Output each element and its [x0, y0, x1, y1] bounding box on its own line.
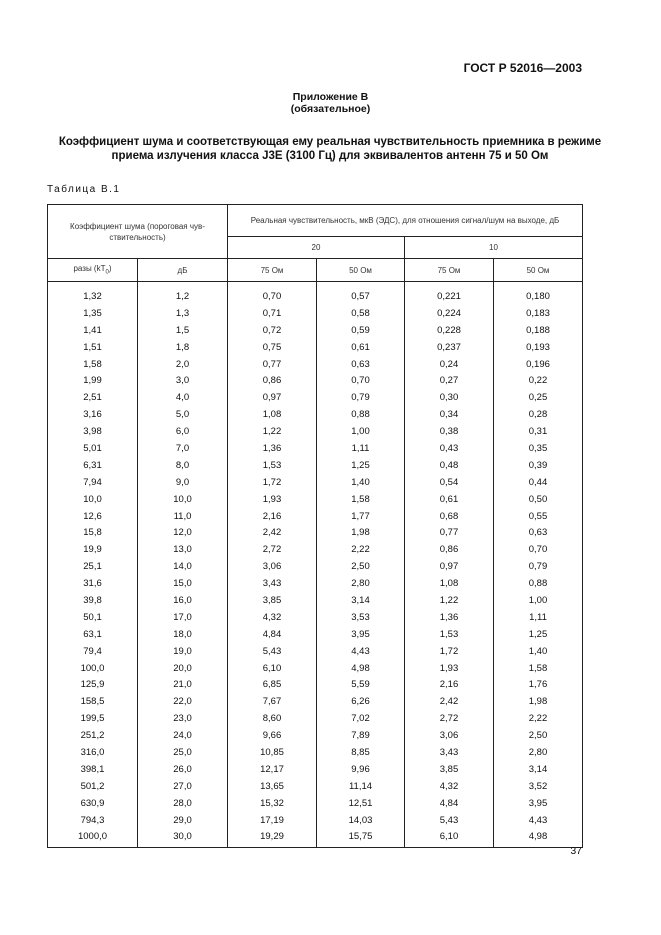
cell-times: 501,2	[48, 778, 138, 795]
cell-75-ohm-snr10: 0,30	[405, 389, 494, 406]
cell-db: 19,0	[138, 643, 228, 660]
header-snr-10: 10	[405, 236, 583, 258]
cell-75-ohm-snr10: 0,77	[405, 524, 494, 541]
cell-75-ohm-snr20: 3,85	[228, 592, 317, 609]
cell-50-ohm-snr10: 1,25	[494, 626, 583, 643]
cell-75-ohm-snr10: 1,08	[405, 575, 494, 592]
cell-db: 16,0	[138, 592, 228, 609]
cell-50-ohm-snr20: 0,70	[317, 372, 405, 389]
table-row	[48, 440, 583, 457]
cell-times: 158,5	[48, 693, 138, 710]
appendix-title: Приложение В	[292, 91, 369, 103]
cell-times: 19,9	[48, 541, 138, 558]
cell-75-ohm-snr10: 0,221	[405, 282, 494, 305]
cell-75-ohm-snr10: 2,72	[405, 710, 494, 727]
cell-times: 1,58	[48, 356, 138, 373]
cell-50-ohm-snr20: 0,58	[317, 305, 405, 322]
cell-75-ohm-snr20: 15,32	[228, 795, 317, 812]
cell-75-ohm-snr20: 0,70	[228, 282, 317, 305]
cell-50-ohm-snr20: 3,53	[317, 609, 405, 626]
cell-75-ohm-snr20: 2,42	[228, 524, 317, 541]
cell-db: 14,0	[138, 558, 228, 575]
cell-50-ohm-snr10: 3,14	[494, 761, 583, 778]
cell-times: 630,9	[48, 795, 138, 812]
cell-50-ohm-snr20: 7,89	[317, 727, 405, 744]
table-row	[48, 389, 583, 406]
cell-50-ohm-snr20: 15,75	[317, 829, 405, 848]
header-75-ohm-snr20: 75 Ом	[228, 259, 317, 282]
cell-75-ohm-snr10: 0,27	[405, 372, 494, 389]
cell-75-ohm-snr10: 4,32	[405, 778, 494, 795]
table-row	[48, 710, 583, 727]
cell-75-ohm-snr20: 2,72	[228, 541, 317, 558]
cell-times: 199,5	[48, 710, 138, 727]
table-row	[48, 541, 583, 558]
cell-75-ohm-snr10: 0,224	[405, 305, 494, 322]
cell-75-ohm-snr20: 0,77	[228, 356, 317, 373]
cell-75-ohm-snr20: 0,86	[228, 372, 317, 389]
table-row	[48, 829, 583, 848]
cell-times: 1,51	[48, 339, 138, 356]
cell-75-ohm-snr20: 1,36	[228, 440, 317, 457]
table-row	[48, 406, 583, 423]
cell-50-ohm-snr20: 2,22	[317, 541, 405, 558]
table-caption: Таблица В.1	[47, 184, 121, 195]
table-row	[48, 795, 583, 812]
cell-75-ohm-snr10: 0,24	[405, 356, 494, 373]
cell-db: 18,0	[138, 626, 228, 643]
table-row	[48, 282, 583, 305]
cell-75-ohm-snr20: 1,93	[228, 491, 317, 508]
table-row	[48, 812, 583, 829]
cell-times: 794,3	[48, 812, 138, 829]
cell-75-ohm-snr10: 2,16	[405, 676, 494, 693]
cell-db: 4,0	[138, 389, 228, 406]
cell-75-ohm-snr20: 5,43	[228, 643, 317, 660]
cell-75-ohm-snr10: 0,48	[405, 457, 494, 474]
heading-line-1: Коэффициент шума и соответствующая ему реальная чувствительность приемника в режиме	[58, 136, 602, 148]
appendix-status: (обязательное)	[290, 103, 371, 115]
table-row	[48, 457, 583, 474]
cell-75-ohm-snr20: 4,84	[228, 626, 317, 643]
cell-50-ohm-snr20: 1,40	[317, 474, 405, 491]
cell-50-ohm-snr10: 1,00	[494, 592, 583, 609]
cell-75-ohm-snr10: 0,61	[405, 491, 494, 508]
cell-75-ohm-snr20: 1,22	[228, 423, 317, 440]
cell-db: 29,0	[138, 812, 228, 829]
cell-75-ohm-snr10: 1,72	[405, 643, 494, 660]
cell-50-ohm-snr10: 0,25	[494, 389, 583, 406]
cell-50-ohm-snr10: 2,80	[494, 744, 583, 761]
cell-75-ohm-snr10: 3,06	[405, 727, 494, 744]
table-body	[48, 282, 583, 848]
cell-50-ohm-snr10: 0,188	[494, 322, 583, 339]
cell-50-ohm-snr20: 3,14	[317, 592, 405, 609]
cell-75-ohm-snr20: 4,32	[228, 609, 317, 626]
cell-75-ohm-snr10: 1,53	[405, 626, 494, 643]
cell-db: 7,0	[138, 440, 228, 457]
header-db: дБ	[138, 259, 228, 282]
cell-50-ohm-snr10: 1,58	[494, 660, 583, 677]
cell-50-ohm-snr10: 1,98	[494, 693, 583, 710]
page-number: 37	[570, 845, 582, 857]
cell-db: 24,0	[138, 727, 228, 744]
cell-db: 3,0	[138, 372, 228, 389]
table-row	[48, 474, 583, 491]
table-row	[48, 676, 583, 693]
cell-times: 12,6	[48, 508, 138, 525]
header-50-ohm-snr10: 50 Ом	[494, 259, 583, 282]
cell-db: 22,0	[138, 693, 228, 710]
cell-db: 2,0	[138, 356, 228, 373]
table-row	[48, 643, 583, 660]
table-row	[48, 423, 583, 440]
cell-50-ohm-snr20: 11,14	[317, 778, 405, 795]
cell-times: 2,51	[48, 389, 138, 406]
cell-db: 28,0	[138, 795, 228, 812]
cell-50-ohm-snr10: 0,22	[494, 372, 583, 389]
cell-50-ohm-snr20: 1,77	[317, 508, 405, 525]
cell-times: 25,1	[48, 558, 138, 575]
cell-75-ohm-snr20: 3,43	[228, 575, 317, 592]
cell-75-ohm-snr10: 0,38	[405, 423, 494, 440]
cell-times: 1,41	[48, 322, 138, 339]
cell-75-ohm-snr20: 0,71	[228, 305, 317, 322]
cell-db: 13,0	[138, 541, 228, 558]
cell-75-ohm-snr10: 0,43	[405, 440, 494, 457]
cell-50-ohm-snr10: 1,11	[494, 609, 583, 626]
table-row	[48, 626, 583, 643]
cell-50-ohm-snr20: 0,57	[317, 282, 405, 305]
cell-times: 39,8	[48, 592, 138, 609]
cell-db: 1,3	[138, 305, 228, 322]
cell-times: 50,1	[48, 609, 138, 626]
document-code: ГОСТ Р 52016—2003	[463, 61, 582, 75]
cell-75-ohm-snr20: 3,06	[228, 558, 317, 575]
cell-db: 21,0	[138, 676, 228, 693]
cell-times: 100,0	[48, 660, 138, 677]
cell-75-ohm-snr20: 7,67	[228, 693, 317, 710]
table-row	[48, 575, 583, 592]
cell-50-ohm-snr20: 7,02	[317, 710, 405, 727]
cell-50-ohm-snr20: 1,11	[317, 440, 405, 457]
cell-50-ohm-snr10: 0,79	[494, 558, 583, 575]
cell-50-ohm-snr20: 4,98	[317, 660, 405, 677]
cell-75-ohm-snr20: 2,16	[228, 508, 317, 525]
table-row	[48, 524, 583, 541]
cell-db: 1,8	[138, 339, 228, 356]
cell-50-ohm-snr10: 4,98	[494, 829, 583, 848]
cell-times: 3,16	[48, 406, 138, 423]
cell-times: 7,94	[48, 474, 138, 491]
cell-75-ohm-snr20: 8,60	[228, 710, 317, 727]
table-row	[48, 356, 583, 373]
cell-db: 1,5	[138, 322, 228, 339]
header-noise-figure: Коэффициент шума (пороговая чув-ствительность)	[48, 205, 228, 259]
table-row	[48, 491, 583, 508]
cell-50-ohm-snr10: 3,52	[494, 778, 583, 795]
cell-75-ohm-snr10: 2,42	[405, 693, 494, 710]
cell-50-ohm-snr20: 1,00	[317, 423, 405, 440]
cell-75-ohm-snr10: 1,22	[405, 592, 494, 609]
cell-db: 8,0	[138, 457, 228, 474]
cell-50-ohm-snr10: 0,183	[494, 305, 583, 322]
table-row	[48, 693, 583, 710]
cell-times: 3,98	[48, 423, 138, 440]
cell-50-ohm-snr10: 2,50	[494, 727, 583, 744]
cell-75-ohm-snr10: 4,84	[405, 795, 494, 812]
table-row	[48, 778, 583, 795]
cell-75-ohm-snr10: 0,97	[405, 558, 494, 575]
cell-50-ohm-snr20: 1,58	[317, 491, 405, 508]
cell-75-ohm-snr10: 6,10	[405, 829, 494, 848]
cell-75-ohm-snr20: 0,97	[228, 389, 317, 406]
cell-75-ohm-snr20: 12,17	[228, 761, 317, 778]
cell-50-ohm-snr10: 0,180	[494, 282, 583, 305]
table-row	[48, 558, 583, 575]
cell-75-ohm-snr10: 1,36	[405, 609, 494, 626]
cell-50-ohm-snr20: 2,80	[317, 575, 405, 592]
cell-db: 26,0	[138, 761, 228, 778]
cell-50-ohm-snr20: 6,26	[317, 693, 405, 710]
table-row	[48, 727, 583, 744]
cell-50-ohm-snr10: 3,95	[494, 795, 583, 812]
cell-75-ohm-snr20: 1,72	[228, 474, 317, 491]
cell-75-ohm-snr10: 0,86	[405, 541, 494, 558]
cell-75-ohm-snr20: 6,10	[228, 660, 317, 677]
cell-50-ohm-snr10: 0,196	[494, 356, 583, 373]
cell-db: 1,2	[138, 282, 228, 305]
cell-50-ohm-snr10: 0,28	[494, 406, 583, 423]
cell-50-ohm-snr10: 4,43	[494, 812, 583, 829]
cell-75-ohm-snr20: 9,66	[228, 727, 317, 744]
cell-db: 27,0	[138, 778, 228, 795]
table-row	[48, 744, 583, 761]
cell-times: 1,35	[48, 305, 138, 322]
cell-db: 20,0	[138, 660, 228, 677]
cell-75-ohm-snr20: 19,29	[228, 829, 317, 848]
cell-times: 251,2	[48, 727, 138, 744]
cell-50-ohm-snr10: 2,22	[494, 710, 583, 727]
noise-sensitivity-table	[47, 204, 583, 848]
table-row	[48, 761, 583, 778]
cell-50-ohm-snr10: 0,88	[494, 575, 583, 592]
cell-50-ohm-snr10: 1,76	[494, 676, 583, 693]
header-times-text: разы (kT	[73, 264, 106, 274]
appendix-block	[0, 91, 661, 115]
cell-times: 316,0	[48, 744, 138, 761]
cell-times: 31,6	[48, 575, 138, 592]
table-row	[48, 322, 583, 339]
cell-75-ohm-snr20: 6,85	[228, 676, 317, 693]
table-row	[48, 660, 583, 677]
cell-db: 9,0	[138, 474, 228, 491]
header-times-tail: )	[108, 264, 112, 274]
cell-db: 12,0	[138, 524, 228, 541]
cell-50-ohm-snr20: 5,59	[317, 676, 405, 693]
cell-50-ohm-snr10: 0,70	[494, 541, 583, 558]
cell-50-ohm-snr10: 0,55	[494, 508, 583, 525]
cell-times: 10,0	[48, 491, 138, 508]
cell-db: 25,0	[138, 744, 228, 761]
cell-75-ohm-snr20: 17,19	[228, 812, 317, 829]
cell-75-ohm-snr10: 0,68	[405, 508, 494, 525]
cell-75-ohm-snr20: 0,75	[228, 339, 317, 356]
cell-75-ohm-snr10: 0,228	[405, 322, 494, 339]
cell-50-ohm-snr20: 3,95	[317, 626, 405, 643]
cell-times: 5,01	[48, 440, 138, 457]
cell-50-ohm-snr20: 0,88	[317, 406, 405, 423]
cell-times: 79,4	[48, 643, 138, 660]
cell-50-ohm-snr20: 1,98	[317, 524, 405, 541]
cell-times: 1,99	[48, 372, 138, 389]
cell-50-ohm-snr10: 0,50	[494, 491, 583, 508]
cell-50-ohm-snr10: 1,40	[494, 643, 583, 660]
cell-50-ohm-snr20: 0,63	[317, 356, 405, 373]
cell-50-ohm-snr10: 0,31	[494, 423, 583, 440]
cell-50-ohm-snr20: 0,79	[317, 389, 405, 406]
cell-50-ohm-snr20: 1,25	[317, 457, 405, 474]
cell-db: 15,0	[138, 575, 228, 592]
cell-75-ohm-snr10: 0,237	[405, 339, 494, 356]
cell-db: 11,0	[138, 508, 228, 525]
cell-times: 1,32	[48, 282, 138, 305]
cell-50-ohm-snr10: 0,193	[494, 339, 583, 356]
cell-times: 125,9	[48, 676, 138, 693]
table-row	[48, 372, 583, 389]
cell-times: 6,31	[48, 457, 138, 474]
cell-50-ohm-snr20: 0,59	[317, 322, 405, 339]
header-50-ohm-snr20: 50 Ом	[317, 259, 405, 282]
cell-50-ohm-snr10: 0,63	[494, 524, 583, 541]
cell-50-ohm-snr20: 0,61	[317, 339, 405, 356]
cell-75-ohm-snr10: 3,43	[405, 744, 494, 761]
cell-75-ohm-snr20: 13,65	[228, 778, 317, 795]
cell-db: 17,0	[138, 609, 228, 626]
cell-times: 15,8	[48, 524, 138, 541]
cell-50-ohm-snr10: 0,44	[494, 474, 583, 491]
cell-50-ohm-snr20: 8,85	[317, 744, 405, 761]
cell-50-ohm-snr20: 14,03	[317, 812, 405, 829]
cell-50-ohm-snr20: 4,43	[317, 643, 405, 660]
cell-75-ohm-snr20: 0,72	[228, 322, 317, 339]
cell-75-ohm-snr10: 0,54	[405, 474, 494, 491]
cell-db: 6,0	[138, 423, 228, 440]
cell-db: 10,0	[138, 491, 228, 508]
cell-75-ohm-snr20: 1,53	[228, 457, 317, 474]
cell-50-ohm-snr10: 0,39	[494, 457, 583, 474]
cell-75-ohm-snr20: 1,08	[228, 406, 317, 423]
header-real-sensitivity: Реальная чувствительность, мкВ (ЭДС), для отношения сигнал/шум на выходе, дБ	[228, 205, 583, 237]
cell-db: 30,0	[138, 829, 228, 848]
cell-50-ohm-snr10: 0,35	[494, 440, 583, 457]
cell-times: 63,1	[48, 626, 138, 643]
cell-75-ohm-snr10: 5,43	[405, 812, 494, 829]
cell-50-ohm-snr20: 12,51	[317, 795, 405, 812]
cell-50-ohm-snr20: 9,96	[317, 761, 405, 778]
cell-75-ohm-snr10: 1,93	[405, 660, 494, 677]
cell-times: 398,1	[48, 761, 138, 778]
table-row	[48, 592, 583, 609]
heading-line-2: приема излучения класса J3E (3100 Гц) для эквивалентов антенн 75 и 50 Ом	[111, 150, 549, 162]
table-row	[48, 508, 583, 525]
cell-db: 23,0	[138, 710, 228, 727]
cell-times: 1000,0	[48, 829, 138, 848]
section-heading	[40, 135, 620, 163]
cell-50-ohm-snr20: 2,50	[317, 558, 405, 575]
table-row	[48, 339, 583, 356]
header-times-kt0	[48, 259, 138, 282]
cell-75-ohm-snr10: 3,85	[405, 761, 494, 778]
table-row	[48, 609, 583, 626]
cell-75-ohm-snr20: 10,85	[228, 744, 317, 761]
cell-db: 5,0	[138, 406, 228, 423]
table-row	[48, 305, 583, 322]
header-snr-20: 20	[228, 236, 405, 258]
cell-75-ohm-snr10: 0,34	[405, 406, 494, 423]
header-75-ohm-snr10: 75 Ом	[405, 259, 494, 282]
header-times-subscript: 0	[105, 269, 109, 276]
